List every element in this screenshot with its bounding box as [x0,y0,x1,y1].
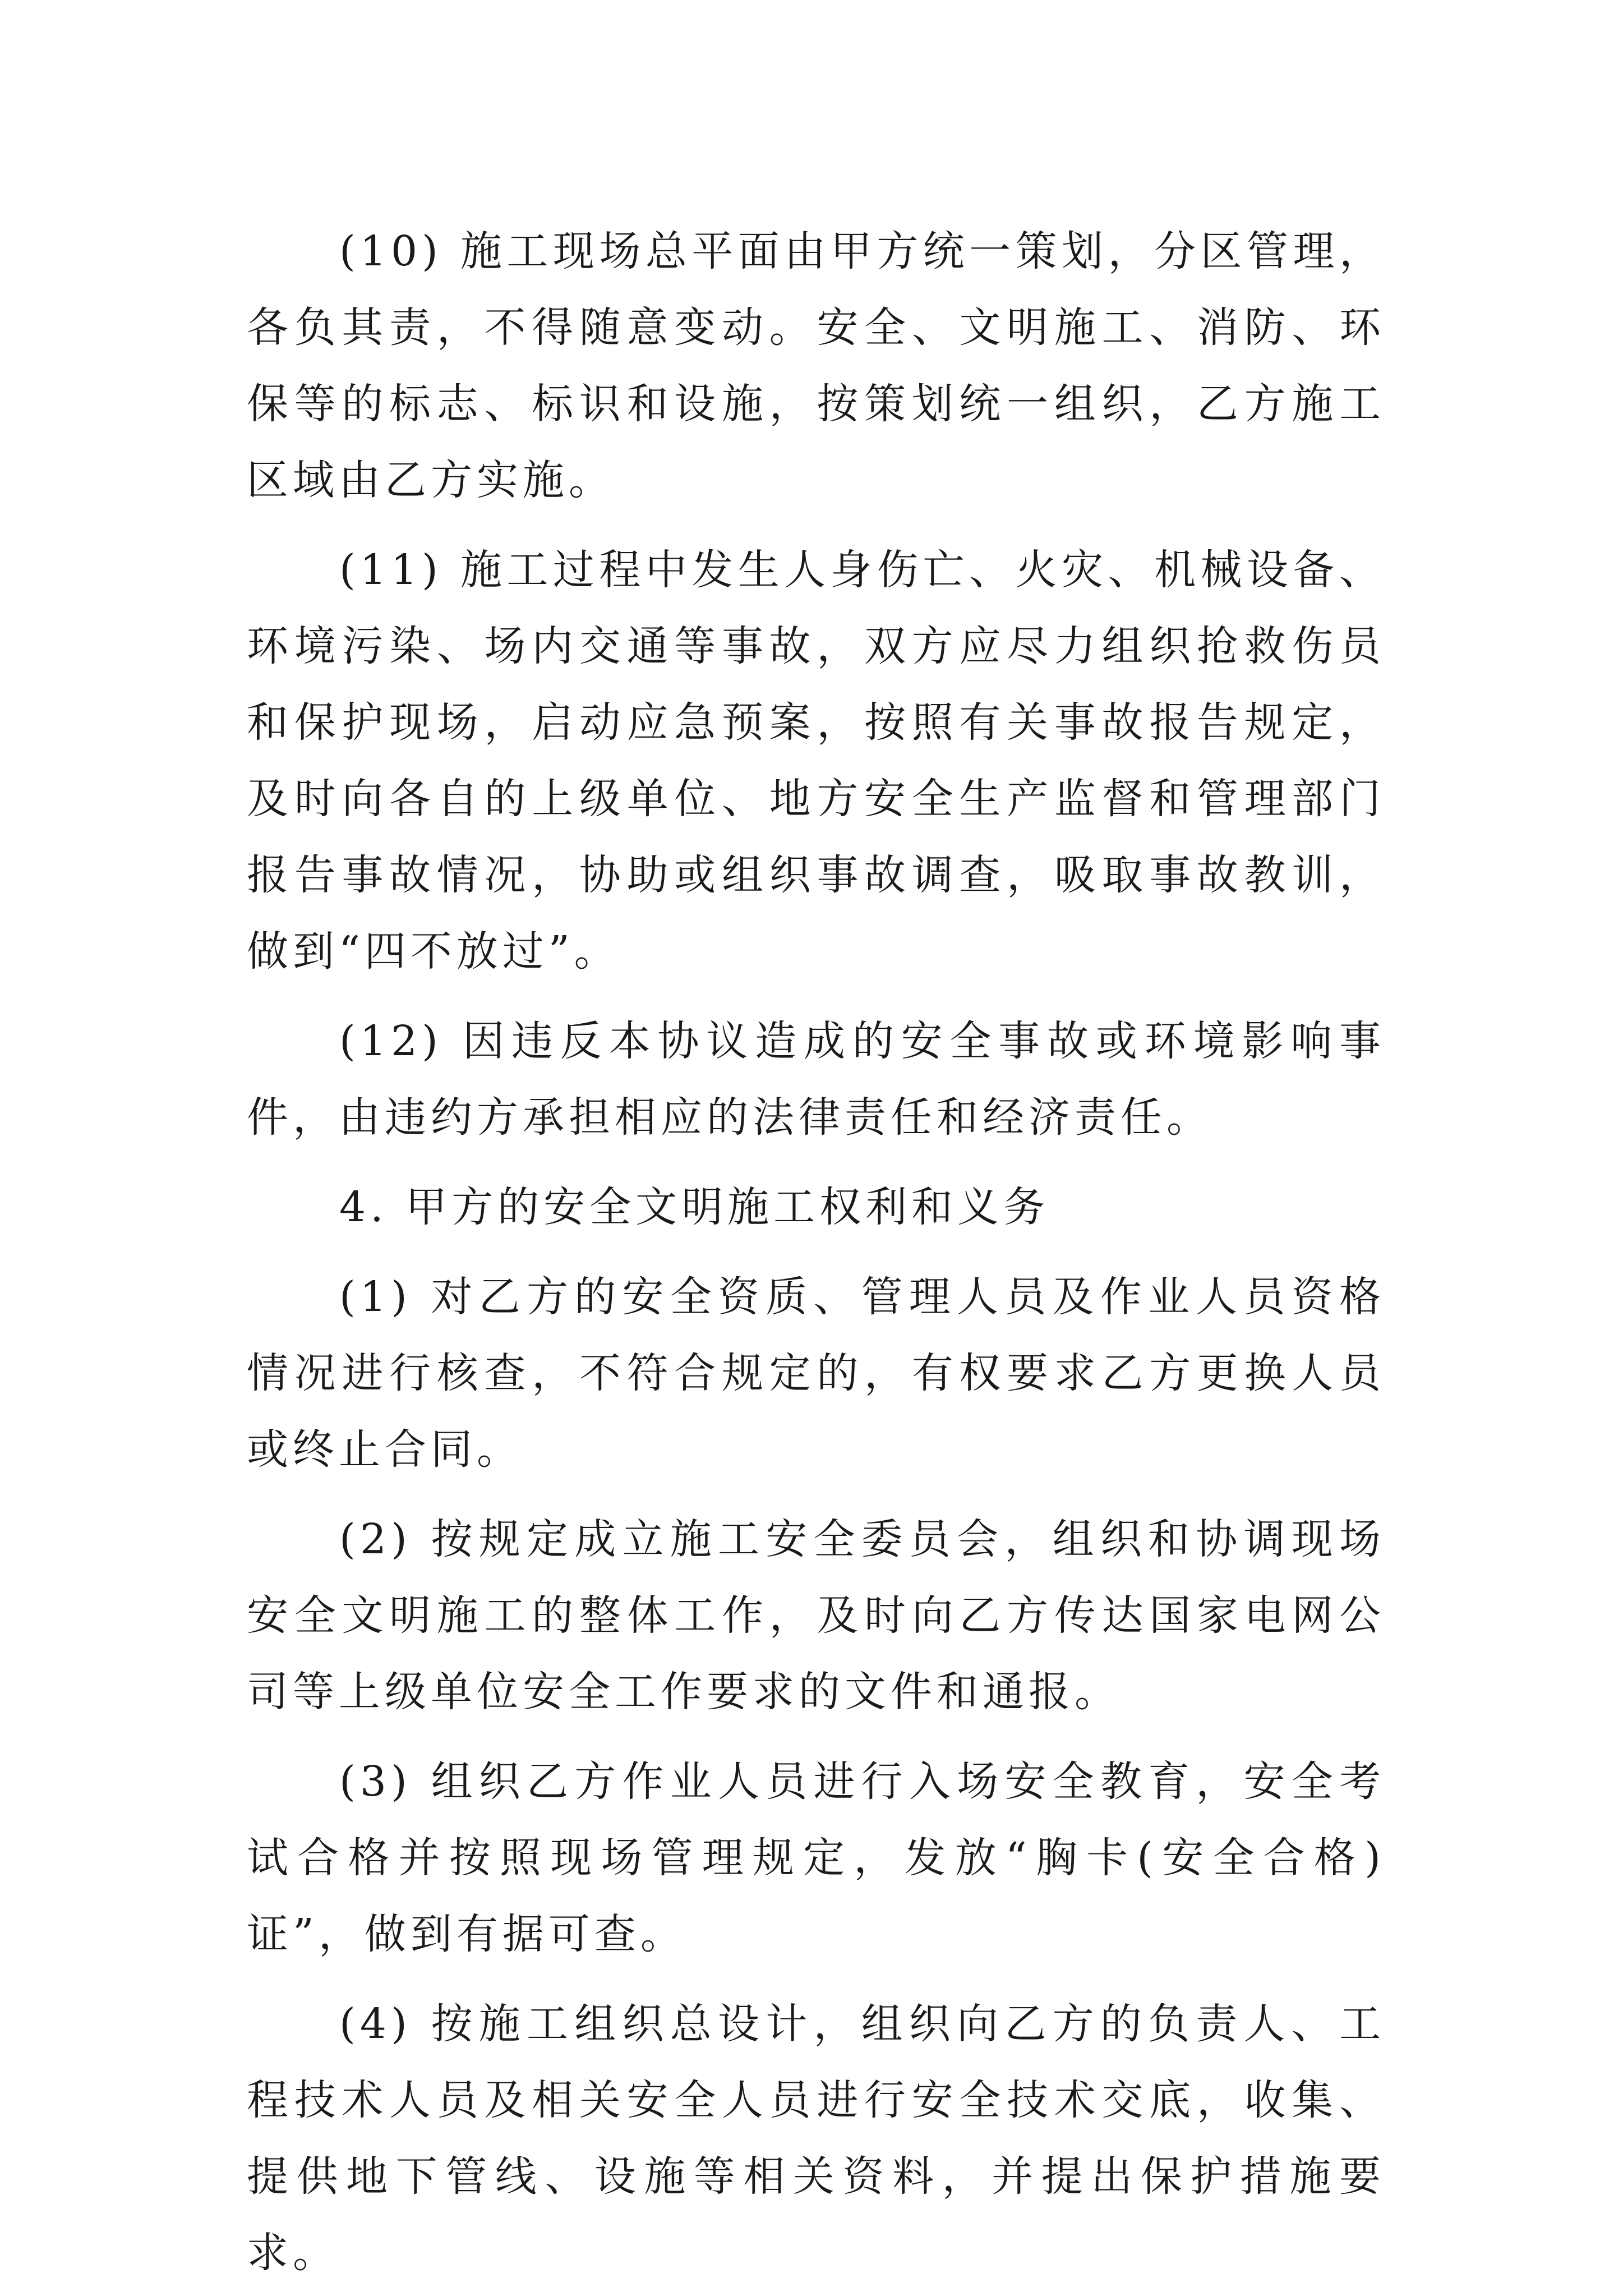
section-4-item-4-paragraph: (4) 按施工组织总设计，组织向乙方的负责人、工程技术人员及相关安全人员进行安全技术交底，收集、提供地下管线、设施等相关资料，并提出保护措施要求。 [247,2000,1385,2277]
section-4-item-2-paragraph: (2) 按规定成立施工安全委员会，组织和协调现场安全文明施工的整体工作，及时向乙方传达国家电网公司等上级单位安全工作要求的文件和通报。 [247,1515,1385,1716]
clause-11-paragraph: (11) 施工过程中发生人身伤亡、火灾、机械设备、环境污染、场内交通等事故，双方应尽力组织抢救伤员和保护现场，启动应急预案，按照有关事故报告规定，及时向各自的上级单位、地方安全生产监督和管理部门报告事故情况，协助或组织事故调查，吸取事故教训，做到“四不放过”。 [247,546,1385,976]
section-4-heading: 4. 甲方的安全文明施工权利和义务 [339,1183,1050,1231]
section-4-item-1-paragraph: (1) 对乙方的安全资质、管理人员及作业人员资格情况进行核查，不符合规定的，有权要求乙方更换人员或终止合同。 [247,1273,1385,1474]
clause-12-paragraph: (12) 因违反本协议造成的安全事故或环境影响事件，由违约方承担相应的法律责任和经济责任。 [247,1017,1385,1142]
document-body [247,213,1385,2291]
clause-10-paragraph: (10) 施工现场总平面由甲方统一策划，分区管理，各负其责，不得随意变动。安全、文明施工、消防、环保等的标志、标识和设施，按策划统一组织，乙方施工区域由乙方实施。 [247,227,1385,504]
section-4-item-3-paragraph: (3) 组织乙方作业人员进行入场安全教育，安全考试合格并按照现场管理规定，发放“胸卡(安全合格)证”，做到有据可查。 [247,1757,1385,1958]
